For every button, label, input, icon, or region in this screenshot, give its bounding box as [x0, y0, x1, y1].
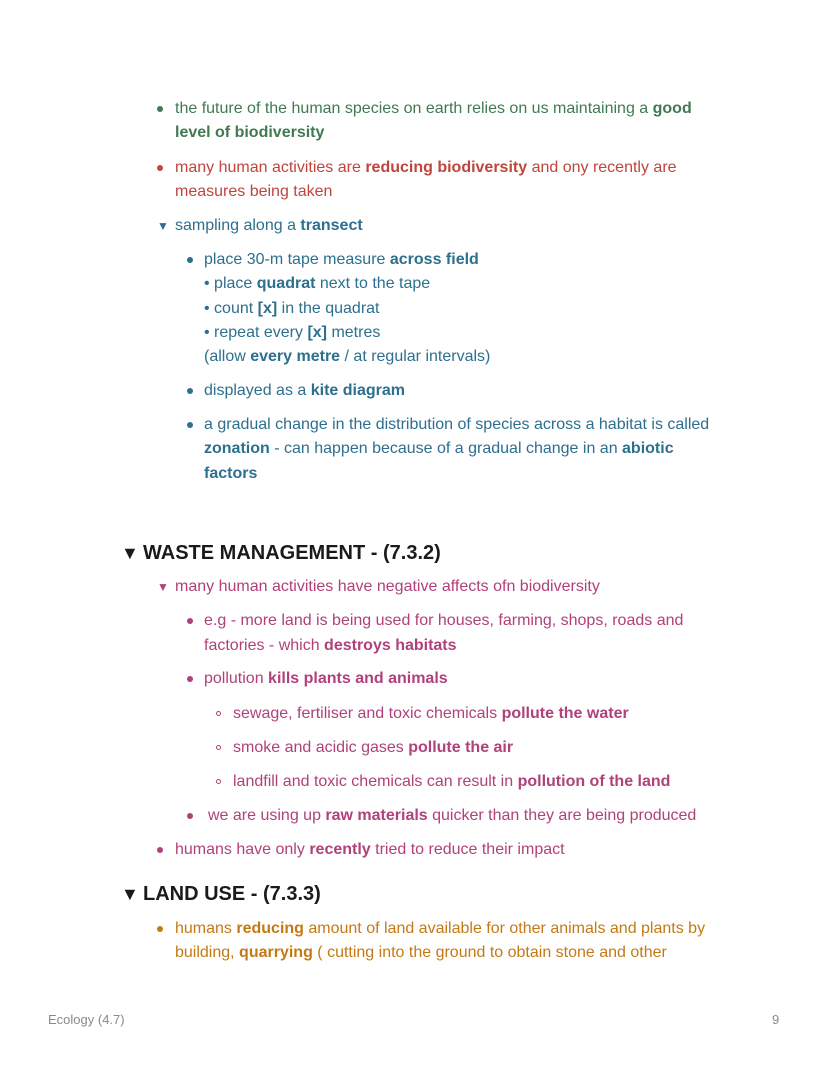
disc-bullet-icon — [157, 165, 163, 171]
transect-point-1-line-4: • repeat every [x] metres — [204, 324, 381, 341]
disc-bullet-icon — [157, 847, 163, 853]
disc-bullet-icon — [187, 422, 193, 428]
waste-sub-1: sewage, fertiliser and toxic chemicals pollute the water — [233, 705, 629, 722]
transect-point-1-line-3: • count [x] in the quadrat — [204, 300, 380, 317]
triangle-down-icon[interactable]: ▼ — [157, 219, 169, 233]
transect-point-3-line-3: factors — [204, 465, 258, 482]
circle-bullet-icon — [216, 745, 221, 750]
land-item-line-1: humans reducing amount of land available for other animals and plants by — [175, 920, 706, 937]
biodiversity-item-2: many human activities are reducing biodiversity and ony recently are — [175, 159, 677, 176]
land-use-heading[interactable]: LAND USE - (7.3.3) — [143, 883, 321, 905]
biodiversity-item-1-cont: level of biodiversity — [175, 124, 325, 141]
triangle-down-icon[interactable]: ▼ — [121, 884, 139, 904]
disc-bullet-icon — [187, 618, 193, 624]
waste-humans: humans have only recently tried to reduce their impact — [175, 841, 565, 858]
waste-management-heading[interactable]: WASTE MANAGEMENT - (7.3.2) — [143, 542, 441, 564]
biodiversity-item-2-cont: measures being taken — [175, 183, 333, 200]
circle-bullet-icon — [216, 711, 221, 716]
waste-eg-line-2: factories - which destroys habitats — [204, 637, 457, 654]
biodiversity-item-1: the future of the human species on earth relies on us maintaining a good — [175, 100, 692, 117]
transect-point-2: displayed as a kite diagram — [204, 382, 405, 399]
waste-sub-3: landfill and toxic chemicals can result in pollution of the land — [233, 773, 671, 790]
transect-point-1-line-5: (allow every metre / at regular intervals) — [204, 348, 491, 365]
waste-eg-line-1: e.g - more land is being used for houses, farming, shops, roads and — [204, 612, 684, 629]
transect-point-1-line-1: place 30-m tape measure across field — [204, 251, 479, 268]
disc-bullet-icon — [187, 257, 193, 263]
footer-title: Ecology (4.7) — [48, 1012, 125, 1027]
disc-bullet-icon — [187, 813, 193, 819]
disc-bullet-icon — [157, 926, 163, 932]
circle-bullet-icon — [216, 779, 221, 784]
transect-point-3-line-1: a gradual change in the distribution of species across a habitat is called — [204, 416, 710, 433]
waste-pollution: pollution kills plants and animals — [204, 670, 448, 687]
disc-bullet-icon — [187, 676, 193, 682]
transect-toggle[interactable]: sampling along a transect — [175, 217, 363, 234]
waste-toggle[interactable]: many human activities have negative affects ofn biodiversity — [175, 578, 600, 595]
page-number: 9 — [772, 1012, 780, 1027]
triangle-down-icon[interactable]: ▼ — [121, 543, 139, 563]
land-item-line-2: building, quarrying ( cutting into the ground to obtain stone and other — [175, 944, 667, 961]
disc-bullet-icon — [157, 106, 163, 112]
disc-bullet-icon — [187, 388, 193, 394]
triangle-down-icon[interactable]: ▼ — [157, 580, 169, 594]
waste-raw-materials: we are using up raw materials quicker than they are being produced — [208, 807, 697, 824]
waste-sub-2: smoke and acidic gases pollute the air — [233, 739, 514, 756]
transect-point-3-line-2: zonation - can happen because of a gradual change in an abiotic — [204, 440, 674, 457]
transect-point-1-line-2: • place quadrat next to the tape — [204, 275, 431, 292]
